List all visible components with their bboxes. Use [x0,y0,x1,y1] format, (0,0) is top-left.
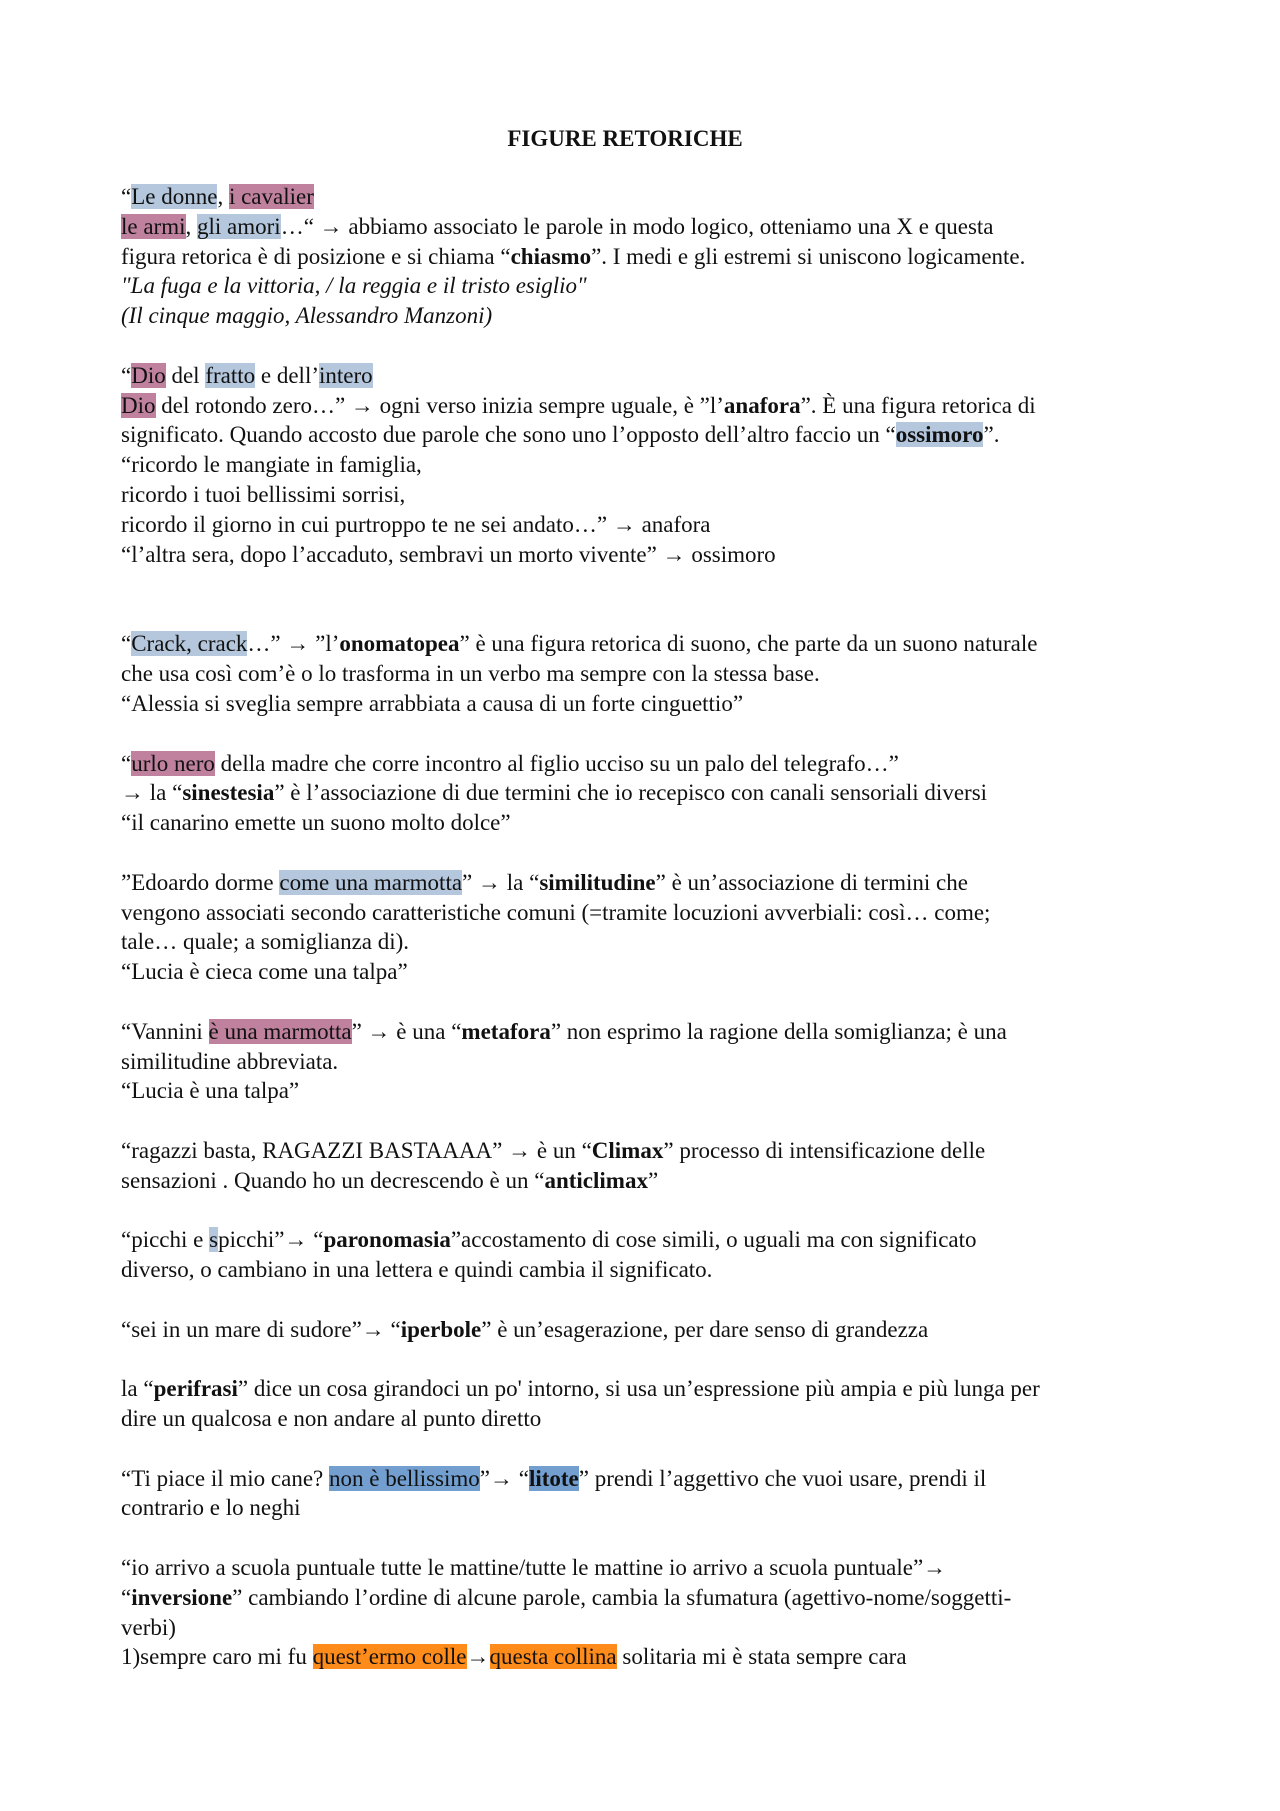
text-line: tale… quale; a somiglianza di). [121,929,410,955]
text-line [121,212,1161,242]
highlight-light-blue: fratto [205,362,256,388]
section-litote [121,1464,1161,1524]
text-line: vengono associati secondo caratteristiche comuni (=tramite locuzioni avverbiali: così… come; [121,899,991,925]
italic-citation: (Il cinque maggio, Alessandro Manzoni) [121,303,493,329]
term-litote: litote [528,1465,579,1491]
text-line: “Lucia è una talpa” [121,1078,300,1104]
text-run: ” → la “ [462,869,540,895]
section-anafora [121,361,1161,570]
text-line [121,1225,1161,1255]
text-run: “ [121,631,132,657]
text-run: significato. Quando accosto due parole che sono uno l’opposto dell’altro faccio un “ [121,422,896,448]
text-run: …” → ”l’ [247,631,340,657]
citation-line [121,301,1161,331]
section-sinestesia [121,749,1161,838]
text-line [121,1464,1161,1494]
term-anticlimax: anticlimax [544,1167,648,1193]
quote-line [121,271,1161,301]
text-run: 1)sempre caro mi fu [121,1644,313,1670]
text-run: del [165,362,206,388]
text-line: similitudine abbreviata. [121,1048,339,1074]
highlight-light-blue: gli amori [197,213,281,239]
highlight-pink: i cavalier [228,184,314,209]
term-perifrasi: perifrasi [153,1376,238,1402]
text-line: “l’altra sera, dopo l’accaduto, sembravi un morto vivente” → ossimoro [121,541,776,567]
text-line [121,391,1161,421]
text-run: …“ → abbiamo associato le parole in modo logico, otteniamo una X e questa [280,213,994,239]
text-line [121,629,1161,659]
section-inversione [121,1553,1161,1672]
section-paronomasia [121,1225,1161,1285]
text-line [121,868,1161,898]
text-line: “Lucia è cieca come una talpa” [121,959,408,985]
text-run: ”accostamento di cose simili, o uguali ma con significato [450,1227,977,1253]
term-climax: Climax [591,1137,664,1163]
section-metafora [121,1017,1161,1106]
section-chiasmo [121,182,1161,331]
term-chiasmo: chiasmo [510,243,592,269]
text-line [121,361,1161,391]
text-line [121,1642,1161,1672]
text-run: ” prendi l’aggettivo che vuoi usare, prendi il [578,1465,987,1491]
highlight-pink: è una marmotta [208,1018,352,1044]
text-run: ” dice un cosa girandoci un po' intorno, si usa un’espressione più ampia e più lunga per [237,1376,1040,1402]
highlight-light-blue: s [209,1227,219,1253]
highlight-orange: quest’ermo colle [312,1644,467,1670]
text-line: “il canarino emette un suono molto dolce” [121,810,511,836]
highlight-light-blue: Le donne [131,184,218,209]
italic-quote: "La fuga e la vittoria, / la reggia e il tristo esiglio" [121,273,587,299]
text-line: diverso, o cambiano in una lettera e quindi cambia il significato. [121,1257,713,1283]
text-line [121,1166,1161,1196]
text-run: “sei in un mare di sudore”→ “ [121,1316,401,1342]
document-body [121,182,1161,1672]
text-line [121,1136,1161,1166]
term-onomatopea: onomatopea [339,631,460,657]
term-paronomasia: paronomasia [323,1227,451,1253]
text-run: ”Edoardo dorme [121,869,280,895]
highlight-pink: Dio [121,392,156,418]
text-run: “ [121,750,132,776]
text-run: ” è l’associazione di due termini che io recepisco con canali sensoriali diversi [274,780,988,806]
highlight-blue: non è bellissimo [329,1465,480,1491]
highlight-pink: urlo nero [131,750,215,776]
text-run: della madre che corre incontro al figlio ucciso su un palo del telegrafo…” [214,750,899,776]
term-metafora: metafora [461,1018,551,1044]
text-line [121,1374,1161,1404]
section-climax [121,1136,1161,1196]
text-run: ” è un’associazione di termini che [655,869,968,895]
text-line: dire un qualcosa e non andare al punto diretto [121,1406,542,1432]
highlight-light-blue: come una marmotta [279,869,463,895]
text-run: e dell’ [255,362,319,388]
text-run: ” è una figura retorica di suono, che parte da un suono naturale [459,631,1038,657]
text-run: ” è un’esagerazione, per dare senso di grandezza [481,1316,929,1342]
section-similitudine [121,868,1161,987]
text-run: “ [121,1584,132,1610]
text-run: → [466,1644,490,1670]
text-run: , [185,213,197,239]
text-run: ”. I medi e gli estremi si uniscono logicamente. [591,243,1026,269]
term-inversione: inversione [131,1584,233,1610]
text-run: ” cambiando l’ordine di alcune parole, cambia la sfumatura (agettivo-nome/soggetti- [232,1584,1012,1610]
text-run: “ [121,184,132,209]
text-line [121,1017,1161,1047]
text-run: “Vannini [121,1018,209,1044]
text-run: picchi”→ “ [218,1227,324,1253]
highlight-pink: Dio [131,362,166,388]
text-run: “ragazzi basta, RAGAZZI BASTAAAA” → è un “ [121,1137,592,1163]
text-line: ricordo i tuoi bellissimi sorrisi, [121,481,406,507]
text-line [121,1583,1161,1613]
text-line [121,749,1161,779]
text-run: solitaria mi è stata sempre cara [616,1644,907,1670]
text-line: “ricordo le mangiate in famiglia, [121,452,422,478]
text-run: sensazioni . Quando ho un decrescendo è un “ [121,1167,545,1193]
text-run: ” [647,1167,659,1193]
term-anafora: anafora [723,392,801,418]
section-onomatopea [121,629,1161,718]
text-run: la “ [121,1376,154,1402]
term-similitudine: similitudine [539,869,656,895]
text-line: ricordo il giorno in cui purtroppo te ne sei andato…” → anafora [121,511,711,537]
text-line [121,420,1161,450]
text-run: ”→ “ [479,1465,529,1491]
text-line: contrario e lo neghi [121,1495,301,1521]
highlight-pink: le armi [121,213,186,239]
text-line [121,242,1161,272]
text-run: del rotondo zero…” → ogni verso inizia sempre uguale, è ”l’ [155,392,724,418]
section-iperbole [121,1315,1161,1345]
term-ossimoro: ossimoro [895,422,984,448]
highlight-light-blue: intero [319,362,373,388]
text-run: ” non esprimo la ragione della somiglianza; è una [550,1018,1007,1044]
term-iperbole: iperbole [400,1316,482,1342]
text-run: ”. [983,422,1000,448]
text-line: “io arrivo a scuola puntuale tutte le mattine/tutte le mattine io arrivo a scuola puntuale”→ [121,1555,947,1581]
page-title: FIGURE RETORICHE [507,126,743,151]
section-perifrasi [121,1374,1161,1434]
highlight-light-blue: Crack, crack [131,631,248,657]
text-line [121,1315,1161,1345]
text-run: “Ti piace il mio cane? [121,1465,329,1491]
text-run: → la “ [121,780,183,806]
text-run: ”. È una figura retorica di [800,392,1036,418]
text-line: che usa così com’è o lo trasforma in un verbo ma sempre con la stessa base. [121,661,820,687]
text-run: “ [121,362,132,388]
text-line [121,778,1161,808]
text-run: figura retorica è di posizione e si chiama “ [121,243,511,269]
text-line [121,182,1161,212]
text-run: , [217,184,229,209]
term-sinestesia: sinestesia [182,780,275,806]
highlight-orange: questa collina [489,1644,617,1670]
text-run: “picchi e [121,1227,210,1253]
text-line: verbi) [121,1614,176,1640]
text-line: “Alessia si sveglia sempre arrabbiata a causa di un forte cinguettio” [121,690,744,716]
text-run: ” processo di intensificazione delle [663,1137,986,1163]
text-run: ” → è una “ [351,1018,462,1044]
